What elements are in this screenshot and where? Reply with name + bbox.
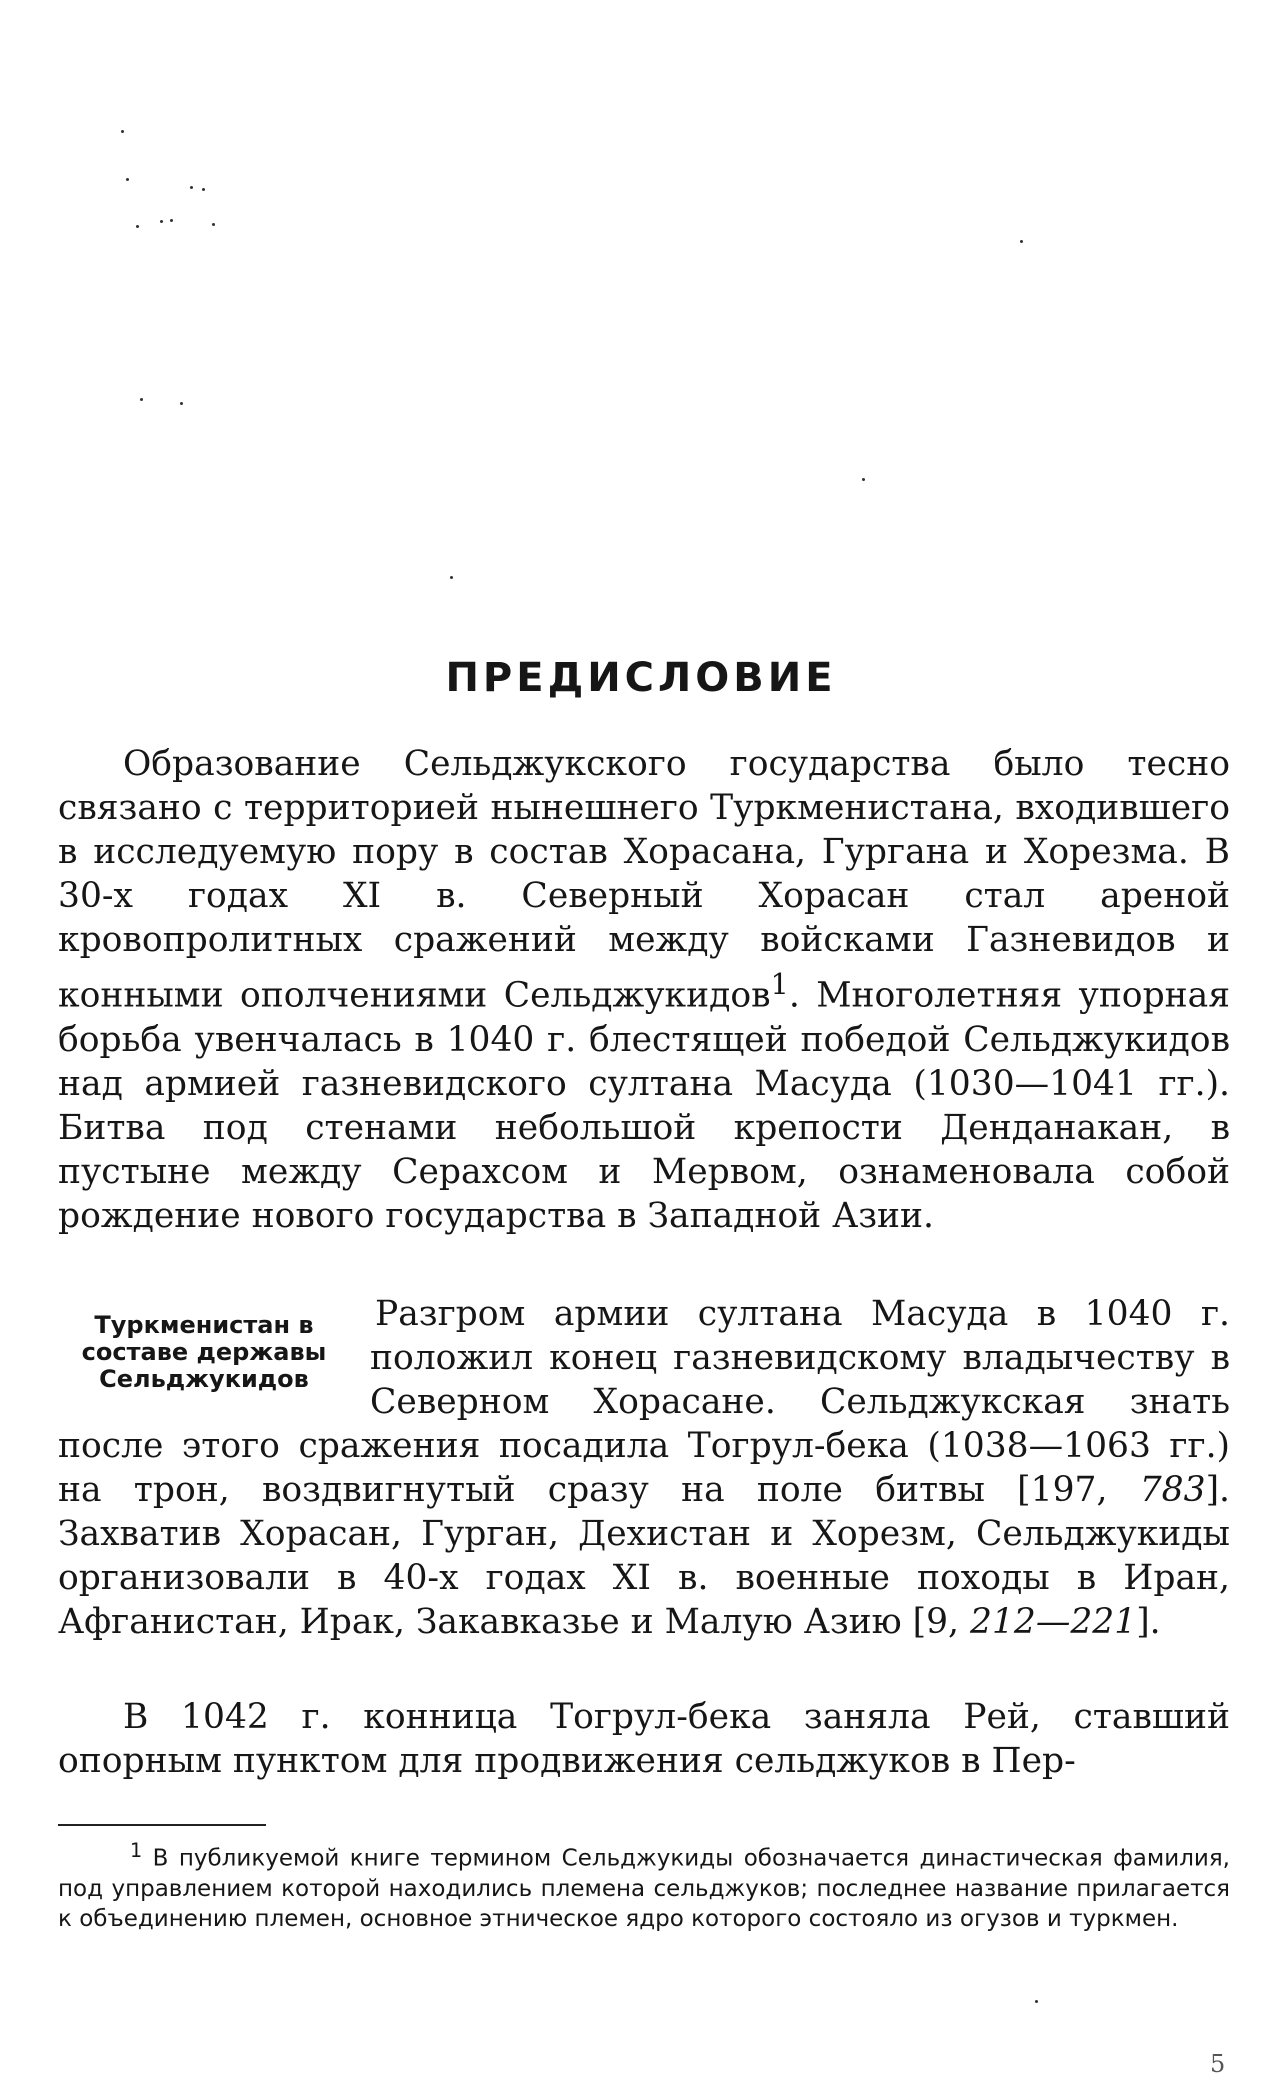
paragraph-1-text: Образование Сельджукского государства было тесно связано с территорией нынешнего Туркменистана, входившего в исследуемую пору в состав Хорасана, Гургана и Хорезма. В 30-х годах XI в. Северный Хорасан стал ареной кровопролитных сражений между войсками Газневидов и конными ополчениями Сельджукидов <box>58 744 1230 1016</box>
paragraph-2-text-middle: ]. Захватив Хорасан, Гурган, Дехистан и Хорезм, Сельджукиды организовали в 40-х годах XI в. военные походы в Иран, Афганистан, Ирак, Закавказье и Малую Азию [9, <box>58 1470 1230 1642</box>
footnote-reference: 1 <box>770 967 789 1001</box>
paragraph-2-text: Разгром армии султана Масуда в 1040 г. положил конец газневидскому владычеству в Северном Хорасане. Сельджукская знать после этого сражения посадила Тогрул-бека (1038—1063 гг.) на трон, воздвигнутый сразу на поле битвы [197, <box>58 1294 1230 1510</box>
paragraph-1 <box>58 742 1230 1238</box>
footnote-mark: 1 <box>130 1839 143 1862</box>
paragraph-2 <box>58 1292 1230 1644</box>
paragraph-2-text-end: ]. <box>1136 1602 1161 1642</box>
citation-pages-2: 212—221 <box>970 1602 1137 1642</box>
paragraph-3: В 1042 г. конница Тогрул-бека заняла Рей, ставший опорным пунктом для продвижения сельджуков в Пер- <box>58 1697 1230 1781</box>
footnote <box>58 1836 1230 1934</box>
paragraph-1-text-continued: . Многолетняя упорная борьба увенчалась в 1040 г. блестящей победой Сельджукидов над армией газневидского султана Масуда (1030—1041 гг.). Битва под стенами небольшой крепости Денданакан, в пустыне между Серахсом и Мервом, ознаменовала собой рождение нового государства в Западной Азии. <box>58 975 1230 1236</box>
footnote-text: В публикуемой книге термином Сельджукиды обозначается династическая фамилия, под управлением которой находились племена сельджуков; последнее название прилагается к объединению племен, основное этническое ядро которого состояло из огузов и туркмен. <box>58 1845 1230 1932</box>
margin-heading: Туркменистан в составе державы Сельджукидов <box>81 1311 327 1393</box>
footnote-separator <box>58 1824 266 1826</box>
citation-pages-1: 783 <box>1139 1470 1206 1510</box>
page-number: 5 <box>1210 2050 1226 2078</box>
page-title: ПРЕДИСЛОВИЕ <box>445 655 837 701</box>
